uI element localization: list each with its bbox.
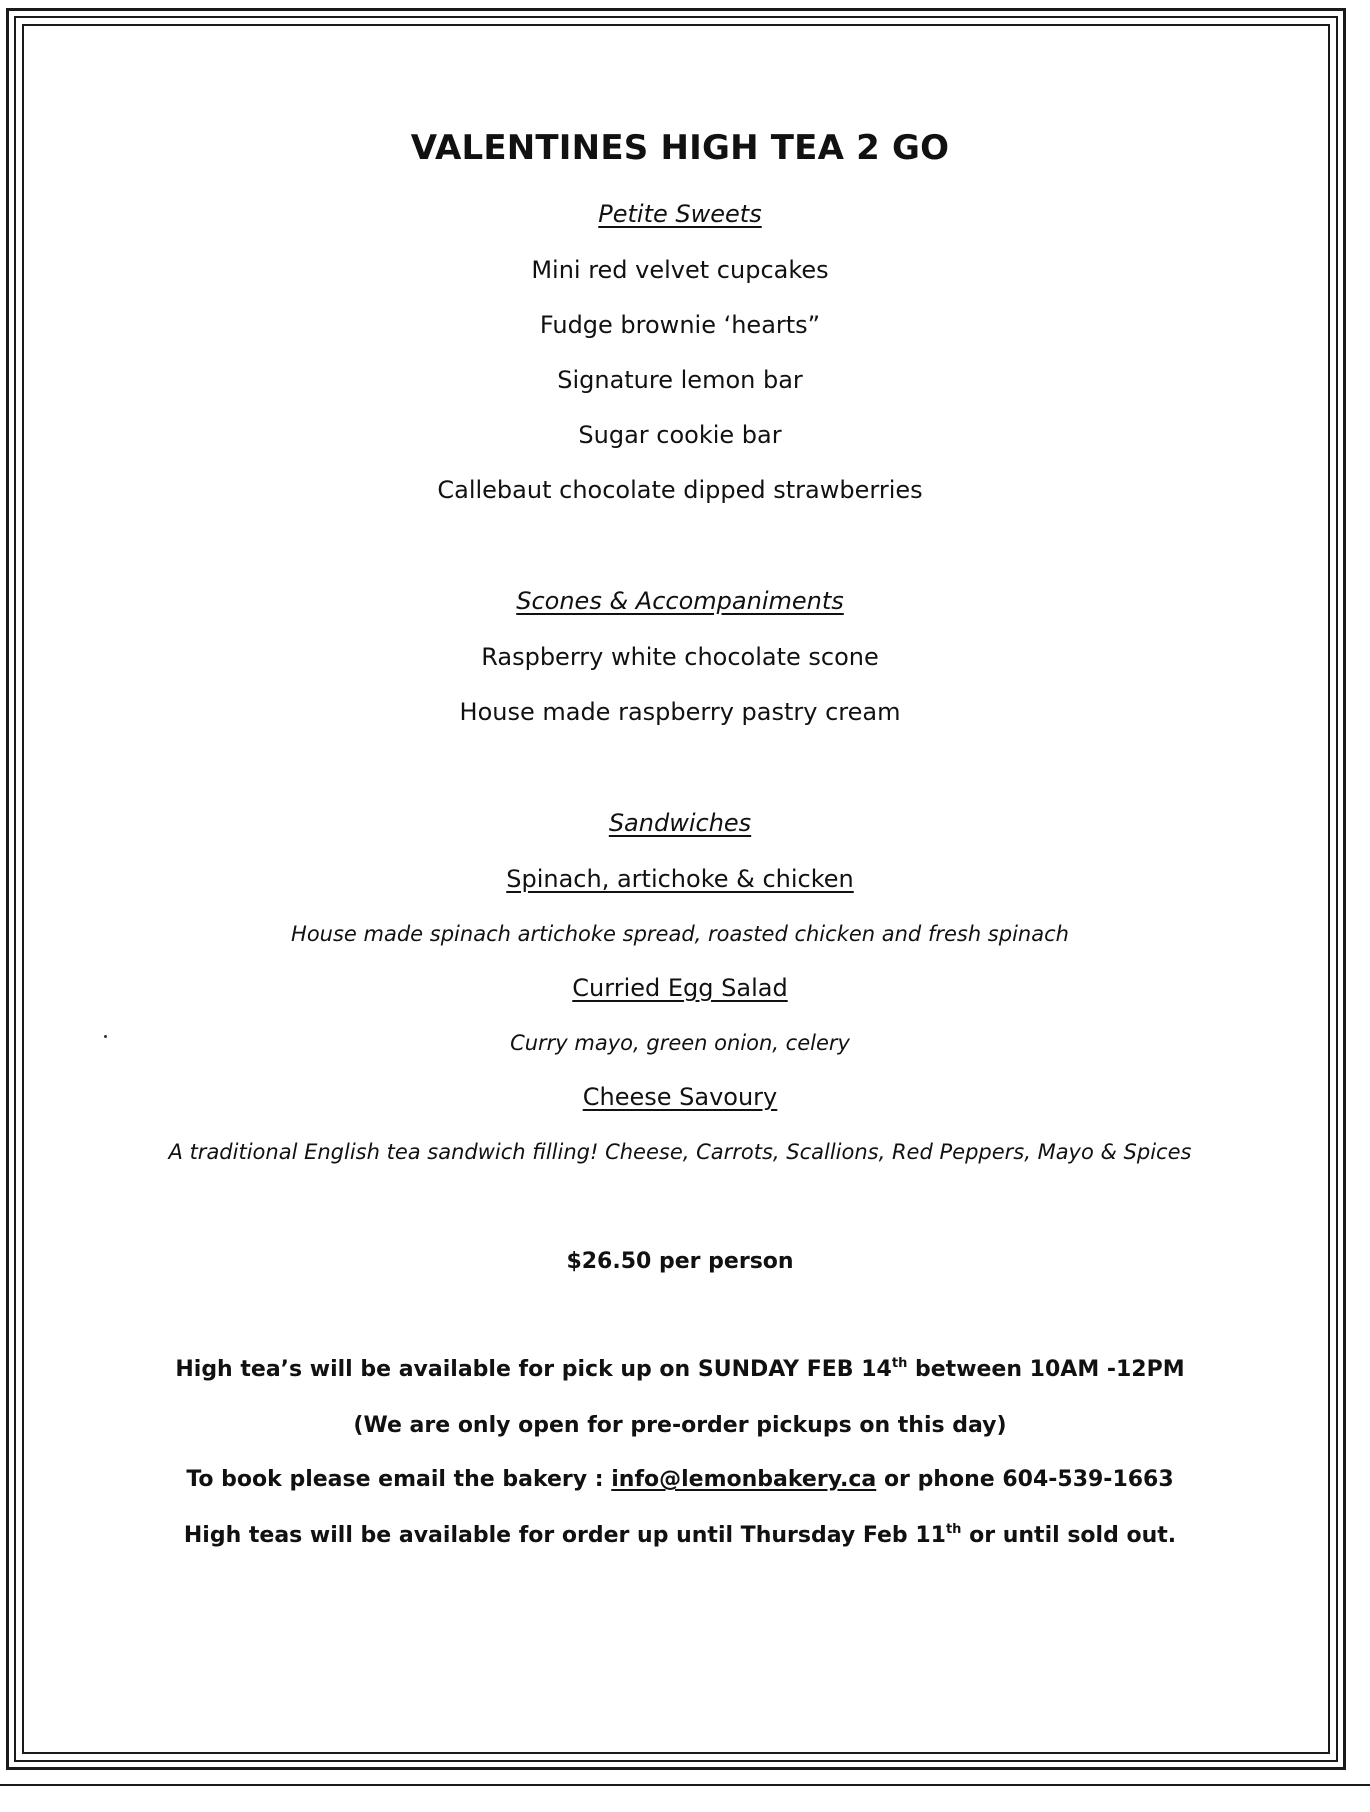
menu-item: Callebaut chocolate dipped strawberries bbox=[437, 476, 923, 504]
sandwich-description: A traditional English tea sandwich filling! Cheese, Carrots, Scallions, Red Peppers, Mayo & Spices bbox=[168, 1140, 1192, 1164]
deadline-tail: or until sold out. bbox=[961, 1523, 1177, 1548]
menu-item: Fudge brownie ‘hearts” bbox=[539, 311, 821, 339]
order-deadline bbox=[30, 1523, 1330, 1549]
sandwich-name: Cheese Savoury bbox=[582, 1083, 778, 1111]
phone-text: or phone 604-539-1663 bbox=[876, 1467, 1174, 1492]
menu-item: Raspberry white chocolate scone bbox=[481, 643, 879, 671]
section-heading-scones: Scones & Accompaniments bbox=[516, 587, 844, 615]
sandwich-description: Curry mayo, green onion, celery bbox=[510, 1031, 850, 1055]
open-note: (We are only open for pre-order pickups on this day) bbox=[353, 1413, 1007, 1438]
menu-item: Sugar cookie bar bbox=[578, 421, 782, 449]
menu-item: Signature lemon bar bbox=[557, 366, 803, 394]
email-link[interactable]: info@lemonbakery.ca bbox=[611, 1467, 877, 1492]
deadline-text: High teas will be available for order up until Thursday Feb 11 bbox=[183, 1523, 946, 1548]
pickup-text: High tea’s will be available for pick up on SUNDAY FEB 14 bbox=[175, 1357, 892, 1382]
sandwich-name: Spinach, artichoke & chicken bbox=[506, 865, 854, 893]
booking-info bbox=[30, 1467, 1330, 1493]
booking-text: To book please email the bakery : bbox=[186, 1467, 612, 1492]
sandwich-name: Curried Egg Salad bbox=[572, 974, 788, 1002]
ordinal-suffix: th bbox=[891, 1356, 908, 1371]
menu-item: House made raspberry pastry cream bbox=[459, 698, 901, 726]
pickup-info bbox=[30, 1357, 1330, 1383]
price: $26.50 per person bbox=[566, 1249, 794, 1274]
menu-item: Mini red velvet cupcakes bbox=[531, 256, 829, 284]
menu-title: VALENTINES HIGH TEA 2 GO bbox=[410, 128, 950, 168]
section-heading-petite-sweets: Petite Sweets bbox=[598, 200, 762, 228]
section-heading-sandwiches: Sandwiches bbox=[608, 809, 752, 837]
ordinal-suffix: th bbox=[945, 1522, 962, 1537]
bottom-rule bbox=[0, 1784, 1370, 1786]
pickup-time: between 10AM -12PM bbox=[907, 1357, 1185, 1382]
sandwich-description: House made spinach artichoke spread, roasted chicken and fresh spinach bbox=[291, 922, 1069, 946]
